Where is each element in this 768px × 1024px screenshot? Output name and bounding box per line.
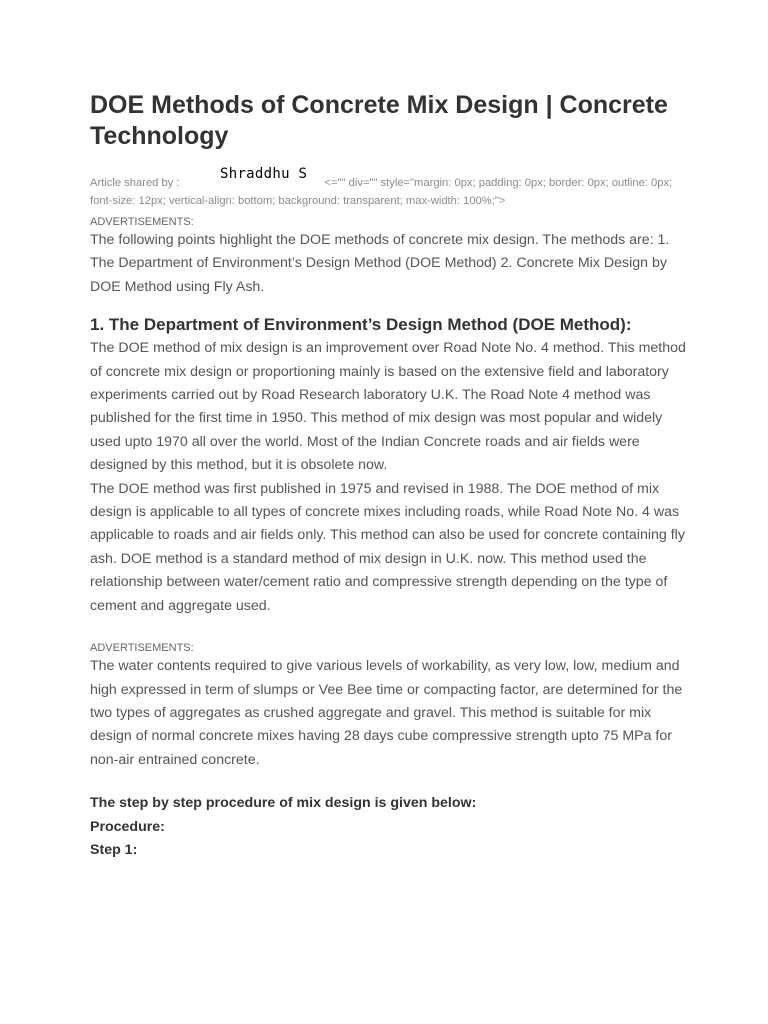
steps-intro: The step by step procedure of mix design is given below: [90,795,477,812]
doe-paragraph-1: The DOE method of mix design is an improvement over Road Note No. 4 method. This method of concrete mix design or proportioning mainly is based on the extensive field and laboratory experiments carried out by Road Research laboratory U.K. The Road Note 4 method was published for the first time in 1950. This method of mix design was most popular and widely used upto 1970 all over the world. Most of the Indian Concrete roads and air fields were designed by this method, but it is obsolete now. [90,340,686,474]
page-title: DOE Methods of Concrete Mix Design | Concrete Technology [90,91,668,150]
procedure-block [90,792,690,862]
advertisement-label: ADVERTISEMENTS: [90,216,194,228]
byline-html-artifact: <="" div="" style="margin: 0px; padding: 0px; border: 0px; outline: 0px; font-size: 12px; vertical-align: bottom; background: transparent; max-width: 100%;"> [90,177,673,207]
step-1-label: Step 1: [90,841,138,858]
article [90,90,690,862]
intro-paragraph: The following points highlight the DOE methods of concrete mix design. The methods are: 1. The Department of Environment’s Design Method (DOE Method) 2. Concrete Mix Design by DOE Method using Fly Ash. [90,232,670,295]
section-heading: 1. The Department of Environment’s Design Method (DOE Method): [90,315,632,335]
advertisement-label: ADVERTISEMENTS: [90,642,194,655]
author-name[interactable]: Shraddhu S [220,166,308,182]
byline-prefix: Article shared by : [90,177,180,189]
byline [90,166,680,210]
water-content-paragraph: The water contents required to give various levels of workability, as very low, low, medium and high expressed in term of slumps or Vee Bee time or compacting factor, are determined for the two types of aggregates as crushed aggregate and gravel. This method is suitable for mix design of normal concrete mixes having 28 days cube compressive strength upto 75 MPa for non-air entrained concrete. [90,658,683,768]
doe-paragraph-2: The DOE method was first published in 1975 and revised in 1988. The DOE method of mix design is applicable to all types of concrete mixes including roads, while Road Note No. 4 was applicable to roads and air fields only. This method can also be used for concrete containing fly ash. DOE method is a standard method of mix design in U.K. now. This method used the relationship between water/cement ratio and compressive strength depending on the type of cement and aggregate used. [90,480,685,614]
procedure-label: Procedure: [90,818,165,835]
